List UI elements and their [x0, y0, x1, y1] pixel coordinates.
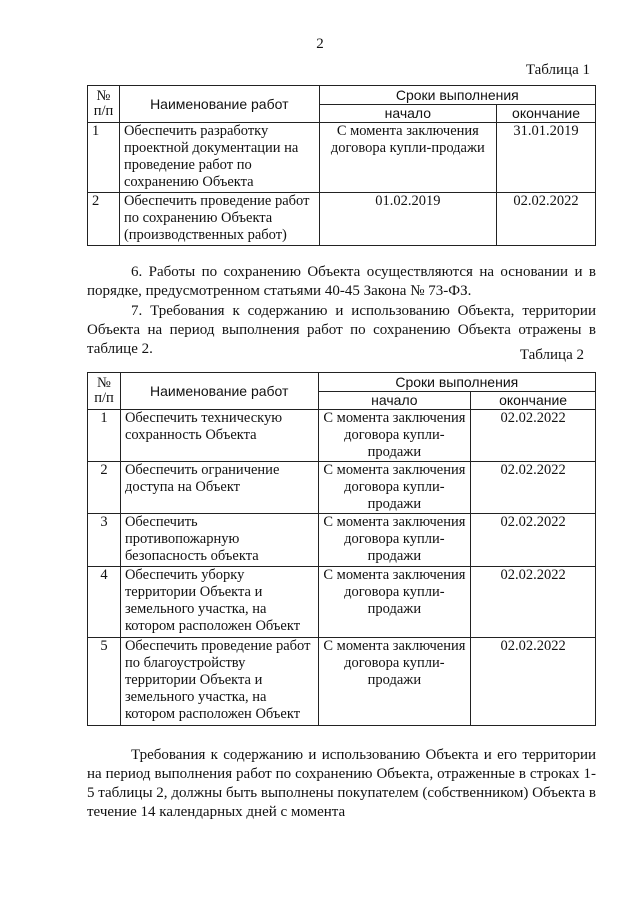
row-end: 02.02.2022 — [497, 193, 596, 246]
table2 — [87, 372, 596, 726]
table2-header-end: окончание — [471, 392, 596, 410]
row-end: 02.02.2022 — [471, 567, 596, 638]
table1-header-name: Наименование работ — [119, 86, 319, 123]
table-row — [88, 123, 596, 193]
table-row — [88, 462, 596, 514]
row-end: 02.02.2022 — [471, 514, 596, 567]
row-start: С момента заключения договора купли-продажи — [318, 410, 471, 462]
table2-header-start: начало — [318, 392, 471, 410]
table-row — [88, 638, 596, 726]
row-end: 31.01.2019 — [497, 123, 596, 193]
paragraph-6: 6. Работы по сохранению Объекта осуществляются на основании и в порядке, предусмотренном статьями 40-45 Закона № 73-ФЗ. — [87, 264, 596, 299]
row-num: 1 — [88, 410, 121, 462]
table1-header-num: № п/п — [88, 86, 120, 123]
row-name: Обеспечить разработку проектной документации на проведение работ по сохранению Объекта — [119, 123, 319, 193]
table1-header-start: начало — [319, 105, 497, 123]
table2-header-name: Наименование работ — [120, 373, 318, 410]
row-name: Обеспечить техническую сохранность Объекта — [120, 410, 318, 462]
row-start: С момента заключения договора купли-продажи — [318, 462, 471, 514]
row-name: Обеспечить противопожарную безопасность объекта — [120, 514, 318, 567]
table1 — [87, 85, 596, 246]
row-start: 01.02.2019 — [319, 193, 497, 246]
row-end: 02.02.2022 — [471, 462, 596, 514]
table-row — [88, 567, 596, 638]
row-num: 3 — [88, 514, 121, 567]
row-name: Обеспечить уборку территории Объекта и земельного участка, на котором расположен Объект — [120, 567, 318, 638]
row-name: Обеспечить ограничение доступа на Объект — [120, 462, 318, 514]
row-start: С момента заключения договора купли-продажи — [319, 123, 497, 193]
page-number: 2 — [316, 36, 324, 52]
table2-caption: Таблица 2 — [519, 347, 584, 363]
paragraph-8: Требования к содержанию и использованию Объекта и его территории на период выполнения работ по сохранению Объекта, отраженные в строках 1-5 таблицы 2, должны быть выполнены покупателем (собственником) Объекта в течение 14 календарных дней с момента — [87, 747, 596, 820]
table2-header-num: № п/п — [88, 373, 121, 410]
row-num: 1 — [88, 123, 120, 193]
row-name: Обеспечить проведение работ по сохранению Объекта (производственных работ) — [119, 193, 319, 246]
paragraph-7: 7. Требования к содержанию и использованию Объекта, территории Объекта на период выполнения работ по сохранению Объекта отражены в таблице 2. — [87, 303, 596, 357]
row-end: 02.02.2022 — [471, 638, 596, 726]
row-num: 2 — [88, 462, 121, 514]
row-end: 02.02.2022 — [471, 410, 596, 462]
table-row — [88, 410, 596, 462]
table-row — [88, 193, 596, 246]
row-start: С момента заключения договора купли-продажи — [318, 567, 471, 638]
table1-header-end: окончание — [497, 105, 596, 123]
table-row — [88, 514, 596, 567]
row-num: 2 — [88, 193, 120, 246]
row-num: 4 — [88, 567, 121, 638]
row-start: С момента заключения договора купли-продажи — [318, 638, 471, 726]
row-num: 5 — [88, 638, 121, 726]
table1-header-terms: Сроки выполнения — [319, 86, 595, 105]
table1-caption: Таблица 1 — [525, 62, 590, 78]
row-start: С момента заключения договора купли-продажи — [318, 514, 471, 567]
row-name: Обеспечить проведение работ по благоустройству территории Объекта и земельного участка, на котором расположен Объект — [120, 638, 318, 726]
table2-header-terms: Сроки выполнения — [318, 373, 595, 392]
